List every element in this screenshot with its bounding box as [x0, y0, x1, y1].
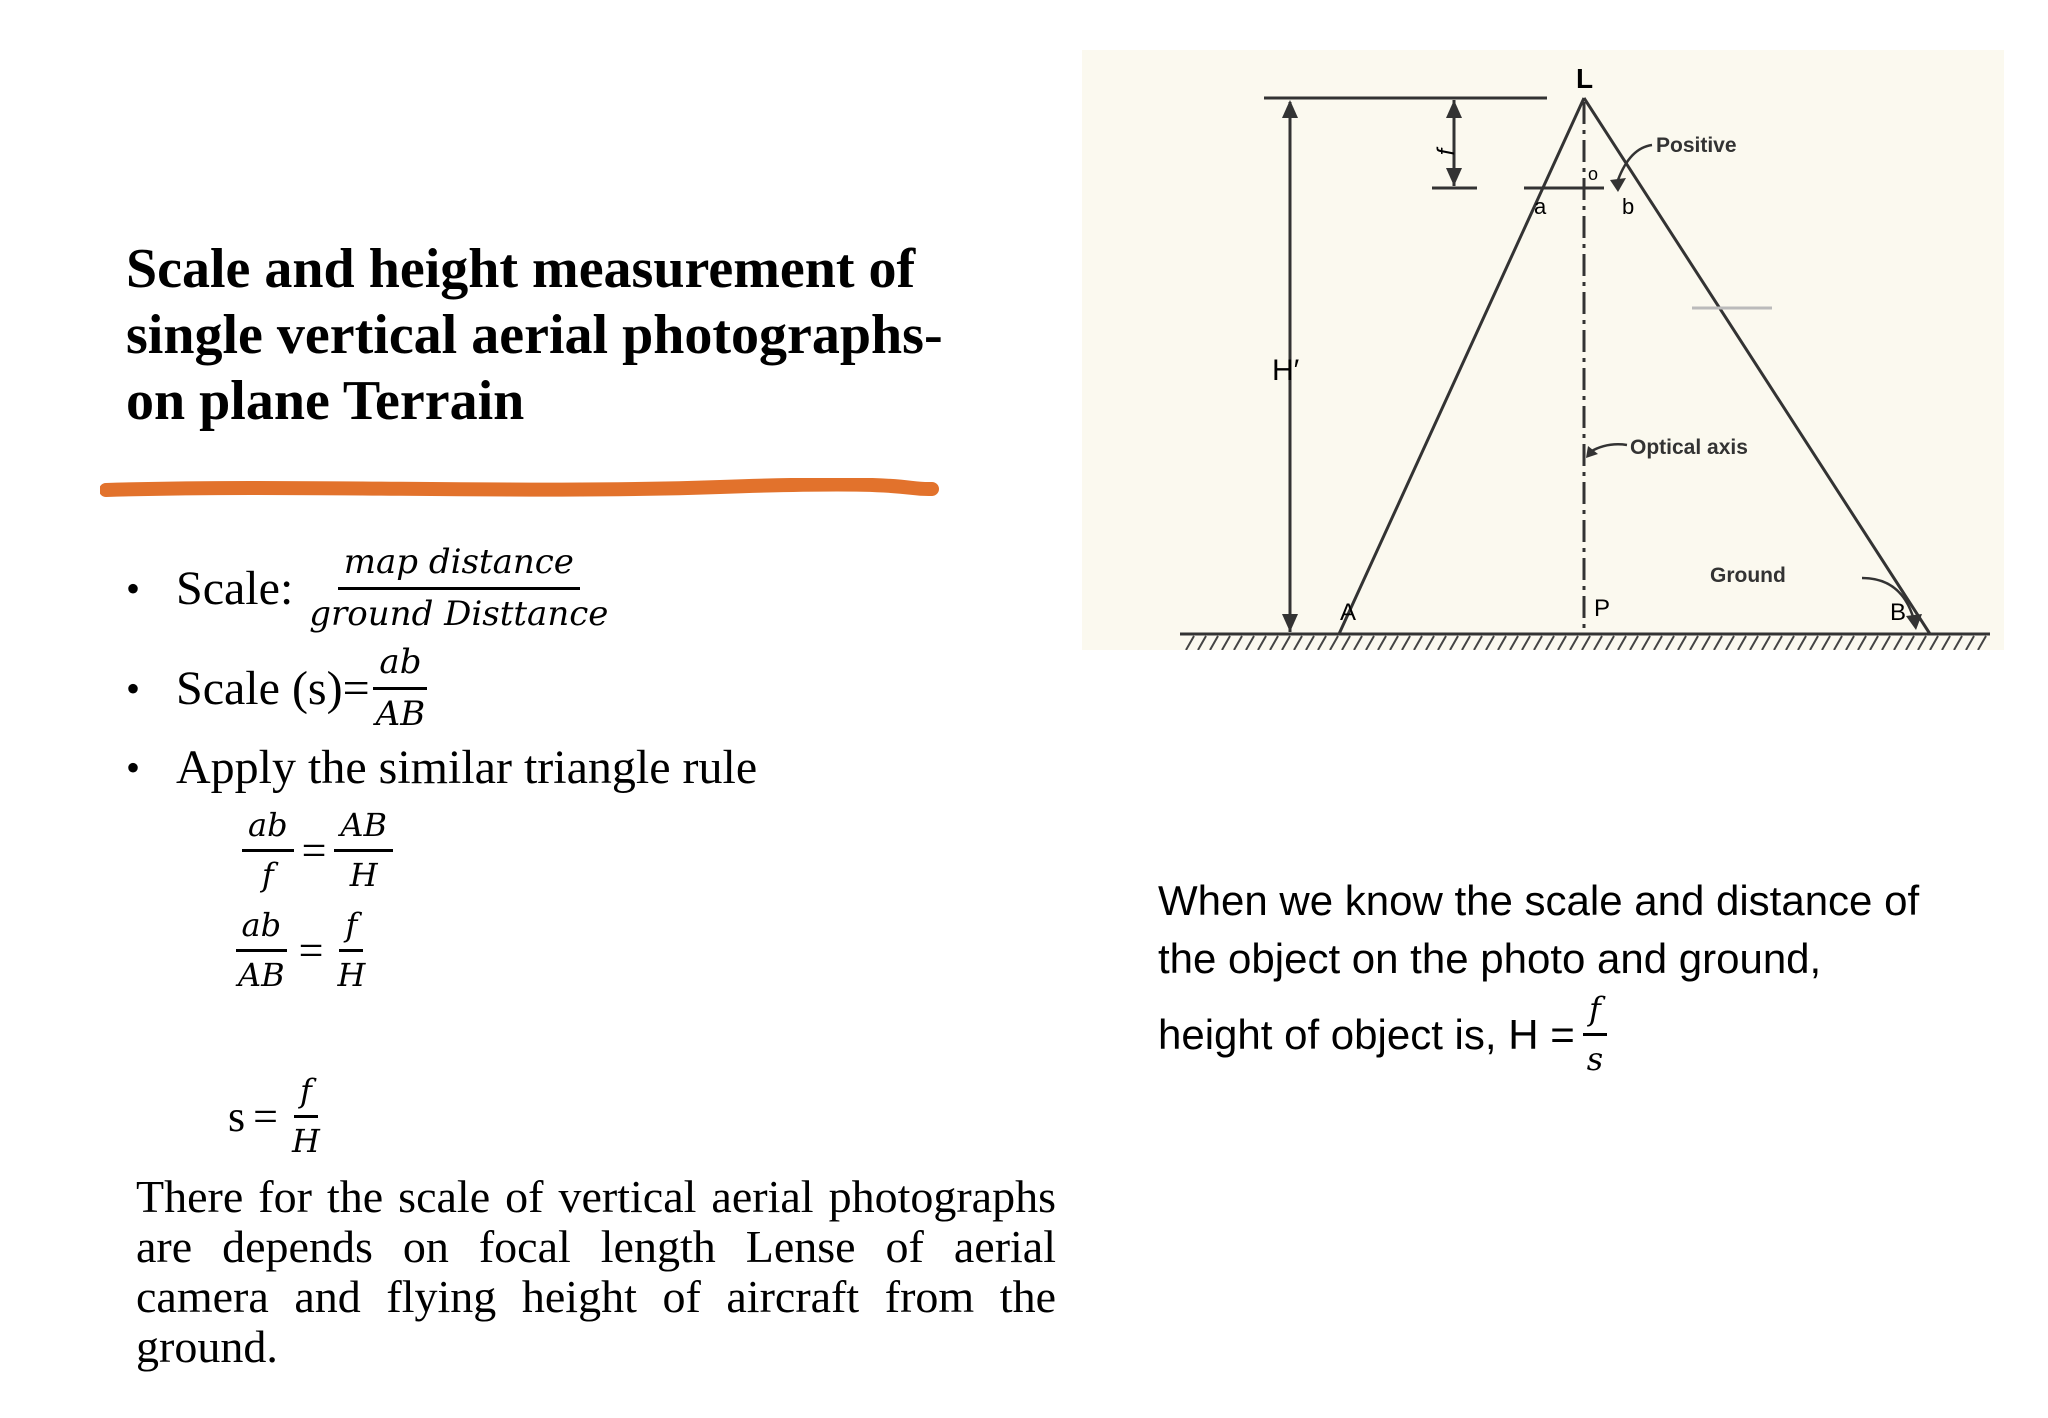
eq3-equals: =: [253, 1092, 278, 1142]
height-formula-text: [1158, 872, 2018, 1077]
eq1-right-num: AB: [334, 808, 393, 852]
height-denominator: s: [1586, 1040, 1604, 1079]
right-text-line-3-row: [1158, 992, 2018, 1077]
label-h-prime: H′: [1272, 354, 1300, 387]
right-text-line-3: height of object is, H =: [1158, 1010, 1575, 1058]
label-B: B: [1890, 599, 1907, 626]
scale-s-fraction: [370, 644, 432, 734]
bullet-scale: [126, 544, 614, 634]
bullet-dot: •: [126, 566, 141, 612]
label-f: f: [1433, 148, 1460, 156]
eq1-left-num: ab: [242, 808, 294, 852]
eq3-den: H: [291, 1122, 320, 1161]
eq1-left-fraction: [242, 808, 294, 893]
scale-numerator: map distance: [338, 544, 580, 590]
eq1-right-den: H: [349, 856, 378, 895]
label-o: o: [1588, 164, 1599, 184]
height-numerator: f: [1583, 992, 1607, 1036]
bullet-similar-triangle: [126, 740, 757, 795]
eq2-left-den: AB: [238, 956, 285, 995]
label-positive: Positive: [1656, 134, 1737, 157]
eq1-left-den: f: [261, 856, 274, 895]
scale-fraction: [303, 544, 614, 634]
scale-label: Scale:: [176, 562, 294, 616]
height-fraction: [1581, 992, 1609, 1077]
conclusion-paragraph: There for the scale of vertical aerial photographs are depends on focal length Lense of aerial camera and flying height of aircraft from the ground.: [136, 1171, 1056, 1372]
eq1-right-fraction: [334, 808, 393, 893]
title-underline: [100, 478, 940, 502]
eq3-lhs: s: [228, 1092, 246, 1142]
eq3-fraction: [286, 1074, 326, 1159]
eq1-equals: =: [301, 826, 327, 876]
equation-1: [242, 808, 393, 893]
bullet-scale-s: [126, 644, 431, 734]
label-b: b: [1622, 194, 1635, 219]
label-A: A: [1340, 599, 1357, 626]
eq2-right-den: H: [337, 956, 366, 995]
equation-3: [228, 1074, 326, 1159]
slide-title: Scale and height measurement of single vertical aerial photographs-on plane Terrain: [126, 238, 943, 432]
eq2-right-fraction: [331, 908, 371, 993]
eq2-equals: =: [298, 926, 324, 976]
label-optical-axis: Optical axis: [1630, 436, 1748, 459]
diagram-background: [1082, 50, 2004, 650]
bullet-dot: •: [126, 745, 141, 790]
aerial-photo-geometry-diagram: [1082, 50, 2004, 650]
eq2-left-num: ab: [236, 908, 288, 952]
equation-2: [232, 908, 371, 993]
similar-triangle-text: Apply the similar triangle rule: [176, 741, 758, 794]
eq2-right-num: f: [339, 908, 363, 952]
label-L: L: [1576, 63, 1594, 94]
right-text-line-1: When we know the scale and distance of: [1158, 877, 1920, 924]
right-text-line-2: the object on the photo and ground,: [1158, 935, 1822, 982]
eq3-num: f: [294, 1074, 318, 1118]
scale-s-numerator: ab: [373, 644, 427, 690]
label-P: P: [1594, 595, 1611, 622]
scale-denominator: ground Disttance: [309, 594, 609, 635]
label-ground: Ground: [1710, 564, 1786, 587]
eq2-left-fraction: [232, 908, 291, 993]
label-a: a: [1534, 194, 1547, 219]
scale-s-label: Scale (s)=: [176, 662, 370, 716]
scale-s-denominator: AB: [375, 694, 426, 735]
bullet-dot: •: [126, 666, 141, 712]
